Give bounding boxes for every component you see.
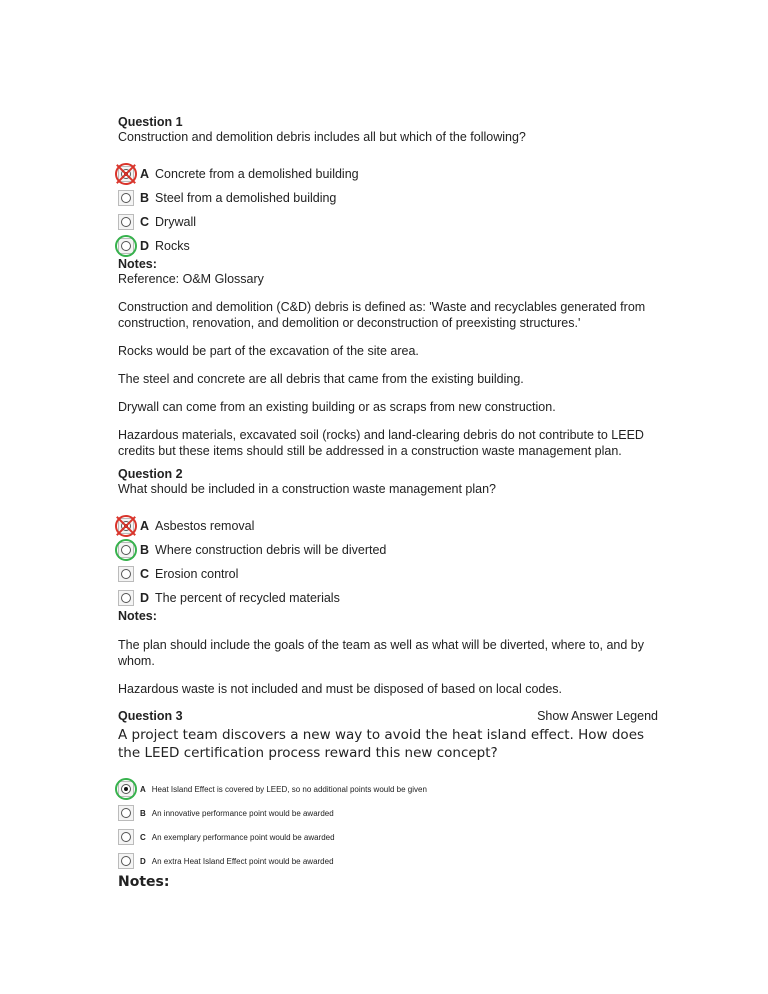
option-text: Erosion control: [155, 567, 239, 581]
answer-option-a[interactable]: [118, 515, 658, 537]
option-text: The percent of recycled materials: [155, 591, 340, 605]
quiz-page: [118, 115, 658, 890]
wrong-answer-mark-icon: [115, 163, 137, 185]
answer-option-a[interactable]: [118, 778, 658, 800]
radio-icon: [121, 593, 131, 603]
answer-option-d[interactable]: [118, 850, 658, 872]
option-text: Rocks: [155, 239, 190, 253]
question-text: What should be included in a construction waste management plan?: [118, 482, 497, 496]
radio-icon: [121, 193, 131, 203]
radio-button[interactable]: [118, 829, 134, 845]
show-answer-legend-link[interactable]: Show Answer Legend: [537, 709, 658, 723]
option-letter: D: [140, 239, 150, 253]
correct-answer-ring-icon: [115, 539, 137, 561]
radio-icon: [121, 569, 131, 579]
notes-paragraph: The plan should include the goals of the team as well as what will be diverted, where to, and by whom.: [118, 638, 645, 668]
correct-answer-ring-icon: [115, 778, 137, 800]
question-2: [118, 467, 658, 697]
radio-icon: [121, 856, 131, 866]
option-text: Concrete from a demolished building: [155, 167, 359, 181]
radio-button[interactable]: [118, 853, 134, 869]
answer-option-c[interactable]: [118, 563, 658, 585]
radio-icon: [121, 832, 131, 842]
notes-heading: Notes:: [118, 257, 157, 271]
option-letter: A: [140, 784, 146, 794]
option-letter: D: [140, 591, 150, 605]
option-text: An innovative performance point would be awarded: [151, 808, 334, 818]
notes-heading: Notes:: [118, 609, 157, 623]
radio-button[interactable]: [118, 190, 134, 206]
answer-option-b[interactable]: [118, 187, 658, 209]
wrong-answer-mark-icon: [115, 515, 137, 537]
notes-heading: Notes:: [118, 874, 170, 890]
answer-option-b[interactable]: [118, 539, 658, 561]
radio-button[interactable]: [118, 214, 134, 230]
option-letter: B: [140, 543, 150, 557]
question-title: Question 1: [118, 115, 183, 129]
option-letter: C: [140, 215, 150, 229]
radio-button[interactable]: [118, 542, 134, 558]
correct-answer-ring-icon: [115, 235, 137, 257]
radio-button[interactable]: [118, 518, 134, 534]
answer-option-d[interactable]: [118, 235, 658, 257]
radio-button[interactable]: [118, 590, 134, 606]
question-title: Question 3: [118, 709, 183, 723]
option-text: Where construction debris will be diverted: [155, 543, 387, 557]
option-letter: A: [140, 167, 150, 181]
option-text: Drywall: [155, 215, 197, 229]
option-text: An exemplary performance point would be awarded: [151, 832, 335, 842]
option-text: Steel from a demolished building: [155, 191, 337, 205]
notes-paragraph: Hazardous materials, excavated soil (rocks) and land-clearing debris do not contribute to LEED credits but these items should still be addressed in a construction waste management plan.: [118, 428, 644, 458]
question-1: [118, 115, 658, 459]
option-letter: A: [140, 519, 150, 533]
question-3: [118, 709, 658, 890]
option-letter: B: [140, 191, 150, 205]
answer-option-c[interactable]: [118, 211, 658, 233]
answer-option-a[interactable]: [118, 163, 658, 185]
radio-button[interactable]: [118, 238, 134, 254]
question-text: A project team discovers a new way to avoid the heat island effect. How does the LEED certification process reward this new concept?: [118, 727, 645, 761]
option-letter: C: [140, 832, 146, 842]
radio-button[interactable]: [118, 566, 134, 582]
option-text: Heat Island Effect is covered by LEED, so no additional points would be given: [151, 784, 427, 794]
question-text: Construction and demolition debris includes all but which of the following?: [118, 130, 526, 144]
radio-icon: [121, 808, 131, 818]
notes-paragraph: Construction and demolition (C&D) debris is defined as: 'Waste and recyclables generated from construction, renovation, and demolition or deconstruction of preexisting structures.': [118, 300, 646, 330]
option-letter: D: [140, 856, 146, 866]
radio-button[interactable]: [118, 166, 134, 182]
question-title: Question 2: [118, 467, 183, 481]
notes-paragraph: Rocks would be part of the excavation of the site area.: [118, 344, 419, 358]
radio-button[interactable]: [118, 805, 134, 821]
option-text: Asbestos removal: [155, 519, 255, 533]
radio-icon: [121, 217, 131, 227]
option-letter: C: [140, 567, 150, 581]
radio-button[interactable]: [118, 781, 134, 797]
notes-paragraph: Reference: O&M Glossary: [118, 272, 264, 286]
option-letter: B: [140, 808, 146, 818]
answer-option-c[interactable]: [118, 826, 658, 848]
notes-paragraph: Hazardous waste is not included and must be disposed of based on local codes.: [118, 682, 563, 696]
notes-paragraph: Drywall can come from an existing building or as scraps from new construction.: [118, 400, 556, 414]
answer-option-b[interactable]: [118, 802, 658, 824]
answer-option-d[interactable]: [118, 587, 658, 609]
notes-paragraph: The steel and concrete are all debris that came from the existing building.: [118, 372, 524, 386]
option-text: An extra Heat Island Effect point would be awarded: [151, 856, 334, 866]
